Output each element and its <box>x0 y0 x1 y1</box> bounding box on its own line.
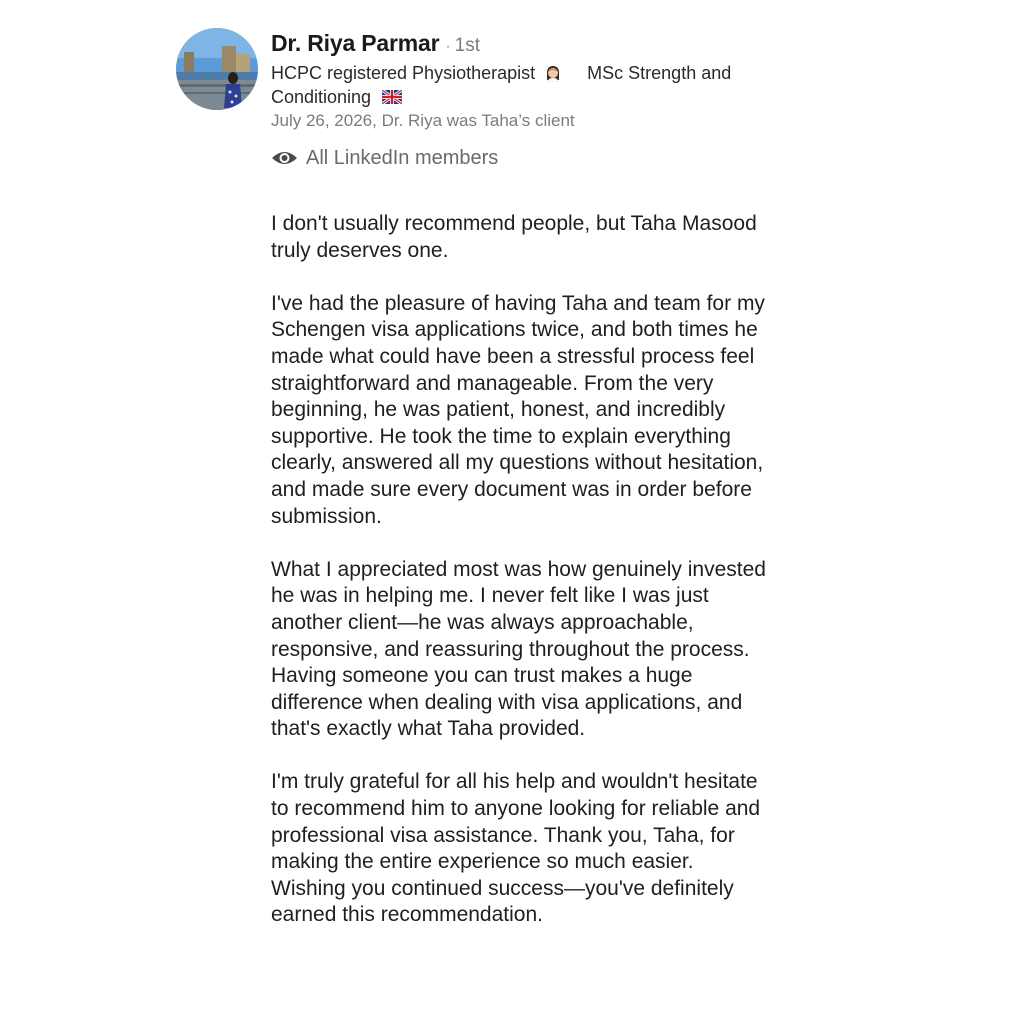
woman-health-worker-icon <box>544 64 562 82</box>
recommendation-text <box>271 211 771 956</box>
recommendation-paragraph: What I appreciated most was how genuinely invested he was in helping me. I never felt like I was just another client—he was always approachable, responsive, and reassuring throughout the process. Having someone you can trust makes a huge difference when dealing with visa applications, and that's exactly what Taha provided. <box>271 557 766 741</box>
name-line <box>271 30 831 60</box>
uk-flag-icon <box>382 90 402 104</box>
recommendation-paragraph: I've had the pleasure of having Taha and team for my Schengen visa applications twice, and both times he made what could have been a stressful process feel straightforward and manageable. From the very beginning, he was patient, honest, and incredibly supportive. He took the time to explain everything clearly, answered all my questions without hesitation, and made sure every document was in order before submission. <box>271 291 765 528</box>
headline-part-2: MSc Strength and Conditioning <box>271 63 732 107</box>
author-name[interactable]: Dr. Riya Parmar <box>271 30 440 56</box>
connection-degree: 1st <box>454 35 481 56</box>
author-header <box>271 30 831 132</box>
avatar[interactable] <box>176 28 258 110</box>
visibility-setting[interactable] <box>271 145 498 171</box>
visibility-label: All LinkedIn members <box>306 146 499 169</box>
author-headline <box>271 61 791 109</box>
eye-icon <box>271 149 298 167</box>
recommendation-paragraph: I don't usually recommend people, but Taha Masood truly deserves one. <box>271 212 757 262</box>
recommendation-meta: July 26, 2026, Dr. Riya was Taha’s client <box>271 111 575 130</box>
avatar-photo <box>176 28 258 110</box>
degree-separator: · <box>445 38 451 55</box>
headline-part-1: HCPC registered Physiotherapist <box>271 63 536 83</box>
recommendation-paragraph: I'm truly grateful for all his help and wouldn't hesitate to recommend him to anyone looking for reliable and professional visa assistance. Thank you, Taha, for making the entire experience so much easier. Wishing you continued success—you've definitely earned this recommendation. <box>271 770 761 927</box>
